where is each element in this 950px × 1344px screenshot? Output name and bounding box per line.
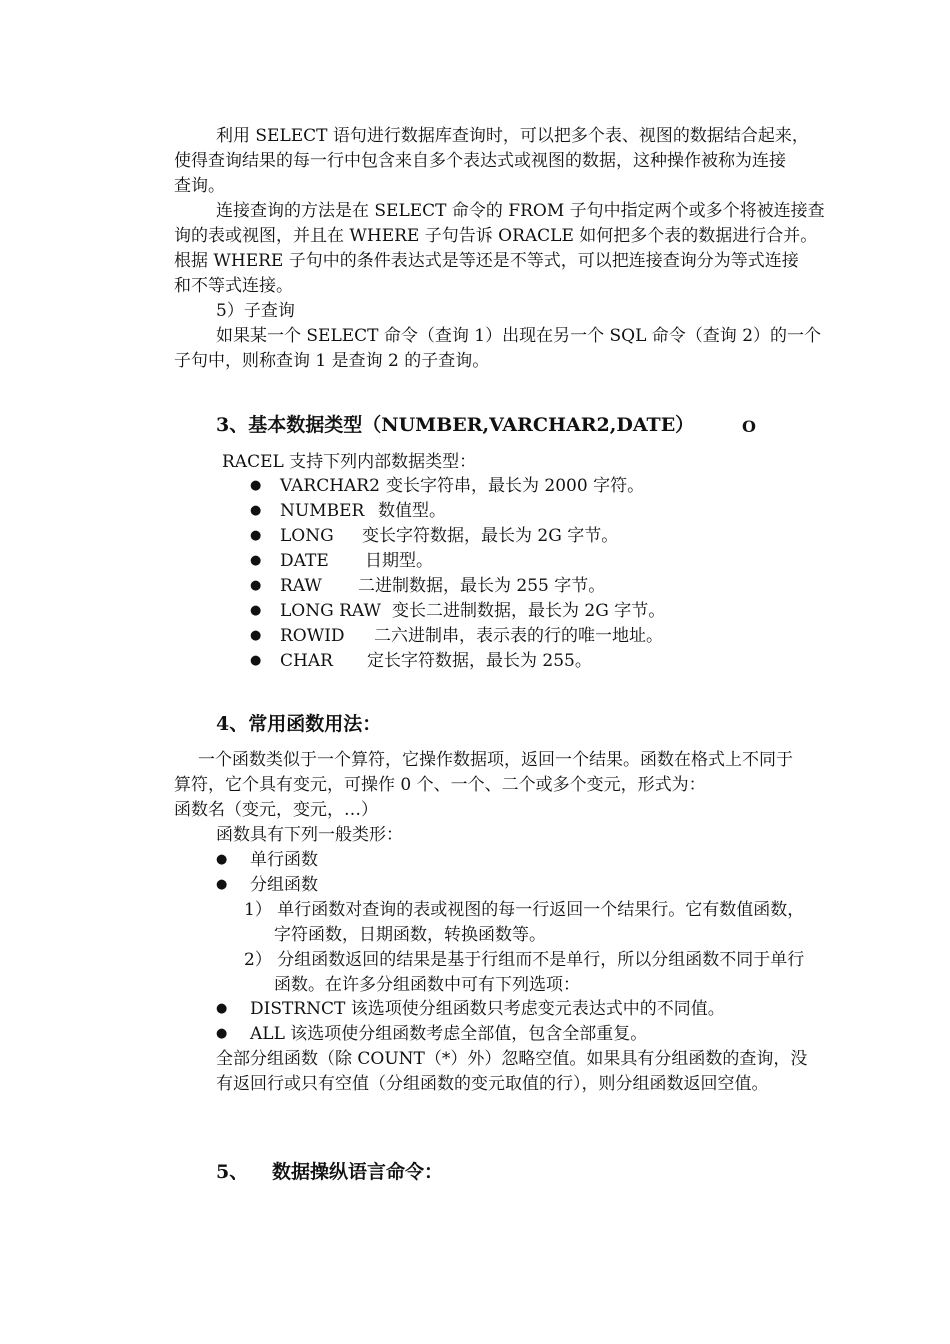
datatype-desc: 二进制数据，最长为 255 字节。 <box>358 576 606 596</box>
form-group: 分组函数 <box>250 875 318 895</box>
section4-heading: 4、常用函数用法： <box>216 713 382 735</box>
join-line-2: 使得查询结果的每一行中包含来自多个表达式或视图的数据，这种操作被称为连接 <box>174 151 786 171</box>
join-line-1: 利用 SELECT 语句进行数据库查询时，可以把多个表、视图的数据结合起来， <box>216 126 809 146</box>
option-distinct: DISTRNCT 该选项使分组函数只考虑变元表达式中的不同值。 <box>250 999 725 1019</box>
functions-intro-line-1: 一个函数类似于一个算符，它操作数据项，返回一个结果。函数在格式上不同于 <box>198 750 793 770</box>
subquery-line-2: 子句中，则称查询 1 是查询 2 的子查询。 <box>174 351 490 371</box>
closing-line-1: 全部分组函数（除 COUNT（*）外）忽略空值。如果具有分组函数的查询，没 <box>216 1049 808 1069</box>
functions-forms-lead: 函数具有下列一般类形： <box>216 825 403 845</box>
bullet-icon: ● <box>216 1026 228 1041</box>
datatype-desc: 定长字符数据，最长为 255。 <box>367 651 592 671</box>
section3-heading-tail: O <box>742 417 756 436</box>
datatype-name: NUMBER <box>280 501 365 521</box>
bullet-icon: ● <box>250 478 262 493</box>
datatype-name: DATE <box>280 551 329 571</box>
bullet-icon: ● <box>216 852 228 867</box>
datatype-name: LONG <box>280 526 334 546</box>
datatype-desc: 二六进制串，表示表的行的唯一地址。 <box>374 626 663 646</box>
datatype-desc: 变长字符数据，最长为 2G 字节。 <box>362 526 619 546</box>
option-all: ALL 该选项使分组函数考虑全部值，包含全部重复。 <box>250 1024 648 1044</box>
datatype-item <box>280 649 592 673</box>
form-single-row: 单行函数 <box>250 850 318 870</box>
datatype-item <box>280 524 618 548</box>
functions-intro-line-3: 函数名（变元，变元，…） <box>174 800 378 820</box>
datatype-name: LONG RAW <box>280 601 381 621</box>
item1-line-2: 字符函数，日期函数，转换函数等。 <box>274 925 546 945</box>
join-method-line-1: 连接查询的方法是在 SELECT 命令的 FROM 子句中指定两个或多个将被连接查 <box>216 201 825 221</box>
subquery-line-1: 如果某一个 SELECT 命令（查询 1）出现在另一个 SQL 命令（查询 2）的一个 <box>216 326 822 346</box>
datatype-name: RAW <box>280 576 322 596</box>
bullet-icon: ● <box>250 603 262 618</box>
datatype-item <box>280 624 663 648</box>
functions-intro-line-2: 算符，它个具有变元，可操作 0 个、一个、二个或多个变元，形式为： <box>174 775 706 795</box>
join-method-line-2: 询的表或视图，并且在 WHERE 子句告诉 ORACLE 如何把多个表的数据进行合并。 <box>174 226 818 246</box>
section3-lead: RACEL 支持下列内部数据类型： <box>222 452 477 472</box>
datatype-name: CHAR <box>280 651 333 671</box>
bullet-icon: ● <box>250 578 262 593</box>
datatype-item <box>280 499 446 523</box>
item2-line-2: 函数。在许多分组函数中可有下列选项： <box>274 975 580 995</box>
datatype-desc: 变长字符串，最长为 2000 字符。 <box>386 476 645 496</box>
datatype-desc: 日期型。 <box>365 551 433 571</box>
section5-title: 数据操纵语言命令： <box>272 1161 444 1183</box>
datatype-item <box>280 574 605 598</box>
bullet-icon: ● <box>250 503 262 518</box>
datatype-item <box>280 474 644 498</box>
join-method-line-3: 根据 WHERE 子句中的条件表达式是等还是不等式，可以把连接查询分为等式连接 <box>174 251 799 271</box>
closing-line-2: 有返回行或只有空值（分组函数的变元取值的行），则分组函数返回空值。 <box>216 1074 769 1094</box>
datatype-desc: 变长二进制数据，最长为 2G 字节。 <box>392 601 666 621</box>
datatype-name: ROWID <box>280 626 345 646</box>
bullet-icon: ● <box>216 877 228 892</box>
bullet-icon: ● <box>250 553 262 568</box>
item1-line-1: 1） 单行函数对查询的表或视图的每一行返回一个结果行。它有数值函数， <box>244 900 805 920</box>
subquery-title: 5）子查询 <box>216 301 295 321</box>
bullet-icon: ● <box>216 1001 228 1016</box>
section5-number: 5、 <box>216 1161 249 1183</box>
datatype-name: VARCHAR2 <box>280 476 380 496</box>
section3-heading: 3、基本数据类型（NUMBER,VARCHAR2,DATE） <box>216 414 695 436</box>
item2-line-1: 2） 分组函数返回的结果是基于行组而不是单行，所以分组函数不同于单行 <box>244 950 805 970</box>
bullet-icon: ● <box>250 528 262 543</box>
bullet-icon: ● <box>250 628 262 643</box>
join-line-3: 查询。 <box>174 176 225 196</box>
datatype-item <box>280 599 665 623</box>
bullet-icon: ● <box>250 653 262 668</box>
datatype-item <box>280 549 433 573</box>
join-method-line-4: 和不等式连接。 <box>174 276 293 296</box>
datatype-desc: 数值型。 <box>378 501 446 521</box>
